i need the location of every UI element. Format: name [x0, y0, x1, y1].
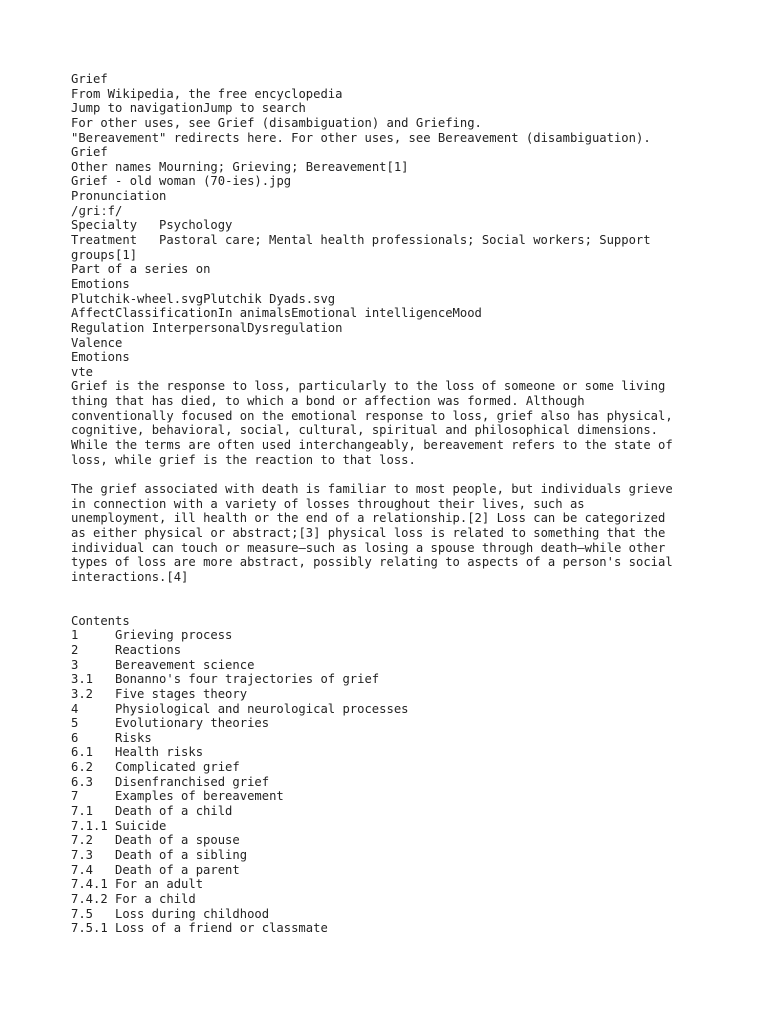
navbox-vte-links[interactable]: vte — [71, 364, 94, 379]
toc-item-number: 7.5 — [71, 906, 94, 921]
toc-item-number: 7.4 — [71, 862, 94, 877]
page-subtitle: From Wikipedia, the free encyclopedia — [71, 86, 343, 101]
toc-item-number: 2 — [71, 642, 79, 657]
spacer — [71, 599, 701, 614]
paragraph-line: loss, while grief is the reaction to that loss. — [71, 452, 416, 467]
toc-item-number: 4 — [71, 701, 79, 716]
toc-item[interactable] — [71, 848, 701, 863]
toc-item-number: 7 — [71, 789, 79, 804]
toc-item[interactable] — [71, 775, 701, 790]
toc-item-label: Evolutionary theories — [115, 716, 270, 731]
toc-item[interactable] — [71, 702, 701, 717]
paragraph-line: thing that has died, to which a bond or affection was formed. Although — [71, 394, 585, 409]
toc-item-number: 7.1 — [71, 804, 94, 819]
paragraph-line: in connection with a variety of losses throughout their lives, such as — [71, 496, 585, 511]
toc-item[interactable] — [71, 643, 701, 658]
paragraph-line: interactions.[4] — [71, 569, 189, 584]
infobox-title: Grief — [71, 145, 108, 160]
toc-item[interactable] — [71, 833, 701, 848]
toc-item[interactable] — [71, 907, 701, 922]
toc-item-label: Bonanno's four trajectories of grief — [115, 672, 380, 687]
paragraph-line: unemployment, ill health or the end of a relationship.[2] Loss can be categorized — [71, 511, 666, 526]
toc-item-label: For a child — [115, 891, 196, 906]
toc-item[interactable] — [71, 863, 701, 878]
toc-item-number: 6.1 — [71, 745, 94, 760]
toc-heading: Contents — [71, 613, 130, 628]
lead-paragraph-1 — [71, 379, 701, 467]
toc-item-label: Health risks — [115, 745, 204, 760]
toc-item[interactable] — [71, 892, 701, 907]
paragraph-line: conventionally focused on the emotional response to loss, grief also has physical, — [71, 408, 673, 423]
toc-item[interactable] — [71, 789, 701, 804]
toc-item-number: 3.2 — [71, 686, 94, 701]
infobox-row-treatment — [71, 233, 701, 248]
toc-item-label: Loss during childhood — [115, 906, 270, 921]
infobox-treatment-wrap: groups[1] — [71, 247, 138, 262]
toc-item-label: Death of a spouse — [115, 833, 240, 848]
toc-item[interactable] — [71, 804, 701, 819]
series-links[interactable]: AffectClassificationIn animalsEmotional intelligenceMood — [71, 306, 482, 321]
toc-item-number: 7.3 — [71, 847, 94, 862]
paragraph-line: as either physical or abstract;[3] physical loss is related to something that the — [71, 525, 666, 540]
toc-item-number: 3 — [71, 657, 79, 672]
infobox-pronunciation-value: /ɡriːf/ — [71, 203, 123, 218]
toc-item-number: 5 — [71, 716, 79, 731]
infobox-key: Treatment — [71, 233, 138, 248]
toc-item-label: For an adult — [115, 877, 204, 892]
toc-item-label: Risks — [115, 730, 152, 745]
toc-item[interactable] — [71, 716, 701, 731]
infobox-image-link[interactable]: Grief - old woman (70-ies).jpg — [71, 174, 292, 189]
toc-item-number: 7.5.1 — [71, 921, 108, 936]
infobox-other-names: Other names Mourning; Grieving; Bereavement[1] — [71, 159, 409, 174]
infobox-value: Pastoral care; Mental health professionals; Social workers; Support — [159, 233, 651, 248]
toc-item-label: Death of a child — [115, 804, 233, 819]
paragraph-line: Grief is the response to loss, particularly to the loss of someone or some living — [71, 379, 666, 394]
hatnote-redirect: "Bereavement" redirects here. For other uses, see Bereavement (disambiguation). — [71, 130, 651, 145]
toc-item-label: Reactions — [115, 642, 182, 657]
toc-item-label: Death of a parent — [115, 862, 240, 877]
toc-item[interactable] — [71, 658, 701, 673]
series-navbox — [71, 262, 701, 379]
spacer — [71, 584, 701, 599]
toc-item-number: 6.3 — [71, 774, 94, 789]
toc-item-number: 6.2 — [71, 760, 94, 775]
toc-item[interactable] — [71, 819, 701, 834]
series-line: Part of a series on — [71, 262, 211, 277]
toc-item[interactable] — [71, 672, 701, 687]
toc-item-number: 7.4.2 — [71, 891, 108, 906]
series-links[interactable]: Emotions — [71, 350, 130, 365]
toc-item-label: Five stages theory — [115, 686, 248, 701]
article-page — [71, 72, 701, 936]
paragraph-line: The grief associated with death is familiar to most people, but individuals grieve — [71, 481, 673, 496]
toc-item-label: Death of a sibling — [115, 847, 248, 862]
table-of-contents — [71, 614, 701, 936]
toc-item-label: Complicated grief — [115, 760, 240, 775]
infobox-pronunciation-label: Pronunciation — [71, 189, 167, 204]
toc-item[interactable] — [71, 760, 701, 775]
toc-item[interactable] — [71, 731, 701, 746]
toc-item-number: 7.2 — [71, 833, 94, 848]
toc-item[interactable] — [71, 687, 701, 702]
toc-item-label: Examples of bereavement — [115, 789, 284, 804]
toc-item[interactable] — [71, 877, 701, 892]
toc-item-label: Disenfranchised grief — [115, 774, 270, 789]
paragraph-line: cognitive, behavioral, social, cultural, spiritual and philosophical dimensions. — [71, 423, 658, 438]
series-line: Emotions — [71, 276, 130, 291]
toc-item-number: 6 — [71, 730, 79, 745]
series-links[interactable]: Regulation InterpersonalDysregulation — [71, 320, 343, 335]
toc-item-label: Loss of a friend or classmate — [115, 921, 328, 936]
lead-paragraph-2 — [71, 482, 701, 584]
paragraph-line: individual can touch or measure—such as losing a spouse through death—while other — [71, 540, 666, 555]
infobox-value: Psychology — [159, 218, 233, 233]
toc-item[interactable] — [71, 628, 701, 643]
paragraph-line: While the terms are often used interchangeably, bereavement refers to the state of — [71, 438, 673, 453]
jump-links[interactable]: Jump to navigationJump to search — [71, 101, 306, 116]
page-title: Grief — [71, 72, 108, 86]
toc-item-label: Suicide — [115, 818, 167, 833]
toc-item-label: Bereavement science — [115, 657, 255, 672]
toc-item-number: 7.1.1 — [71, 818, 108, 833]
series-links[interactable]: Valence — [71, 335, 123, 350]
infobox-row-specialty — [71, 218, 701, 233]
toc-item-label: Grieving process — [115, 628, 233, 643]
toc-item-number: 3.1 — [71, 672, 94, 687]
toc-item[interactable] — [71, 745, 701, 760]
infobox-key: Specialty — [71, 218, 138, 233]
series-images[interactable]: Plutchik-wheel.svgPlutchik Dyads.svg — [71, 291, 336, 306]
toc-item-label: Physiological and neurological processes — [115, 701, 409, 716]
toc-item[interactable] — [71, 921, 701, 936]
toc-item-number: 7.4.1 — [71, 877, 108, 892]
paragraph-line: types of loss are more abstract, possibly relating to aspects of a person's social — [71, 555, 673, 570]
toc-item-number: 1 — [71, 628, 79, 643]
spacer — [71, 467, 701, 482]
infobox — [71, 145, 701, 262]
hatnote-disambiguation: For other uses, see Grief (disambiguation) and Griefing. — [71, 115, 482, 130]
toc-list — [71, 628, 701, 935]
